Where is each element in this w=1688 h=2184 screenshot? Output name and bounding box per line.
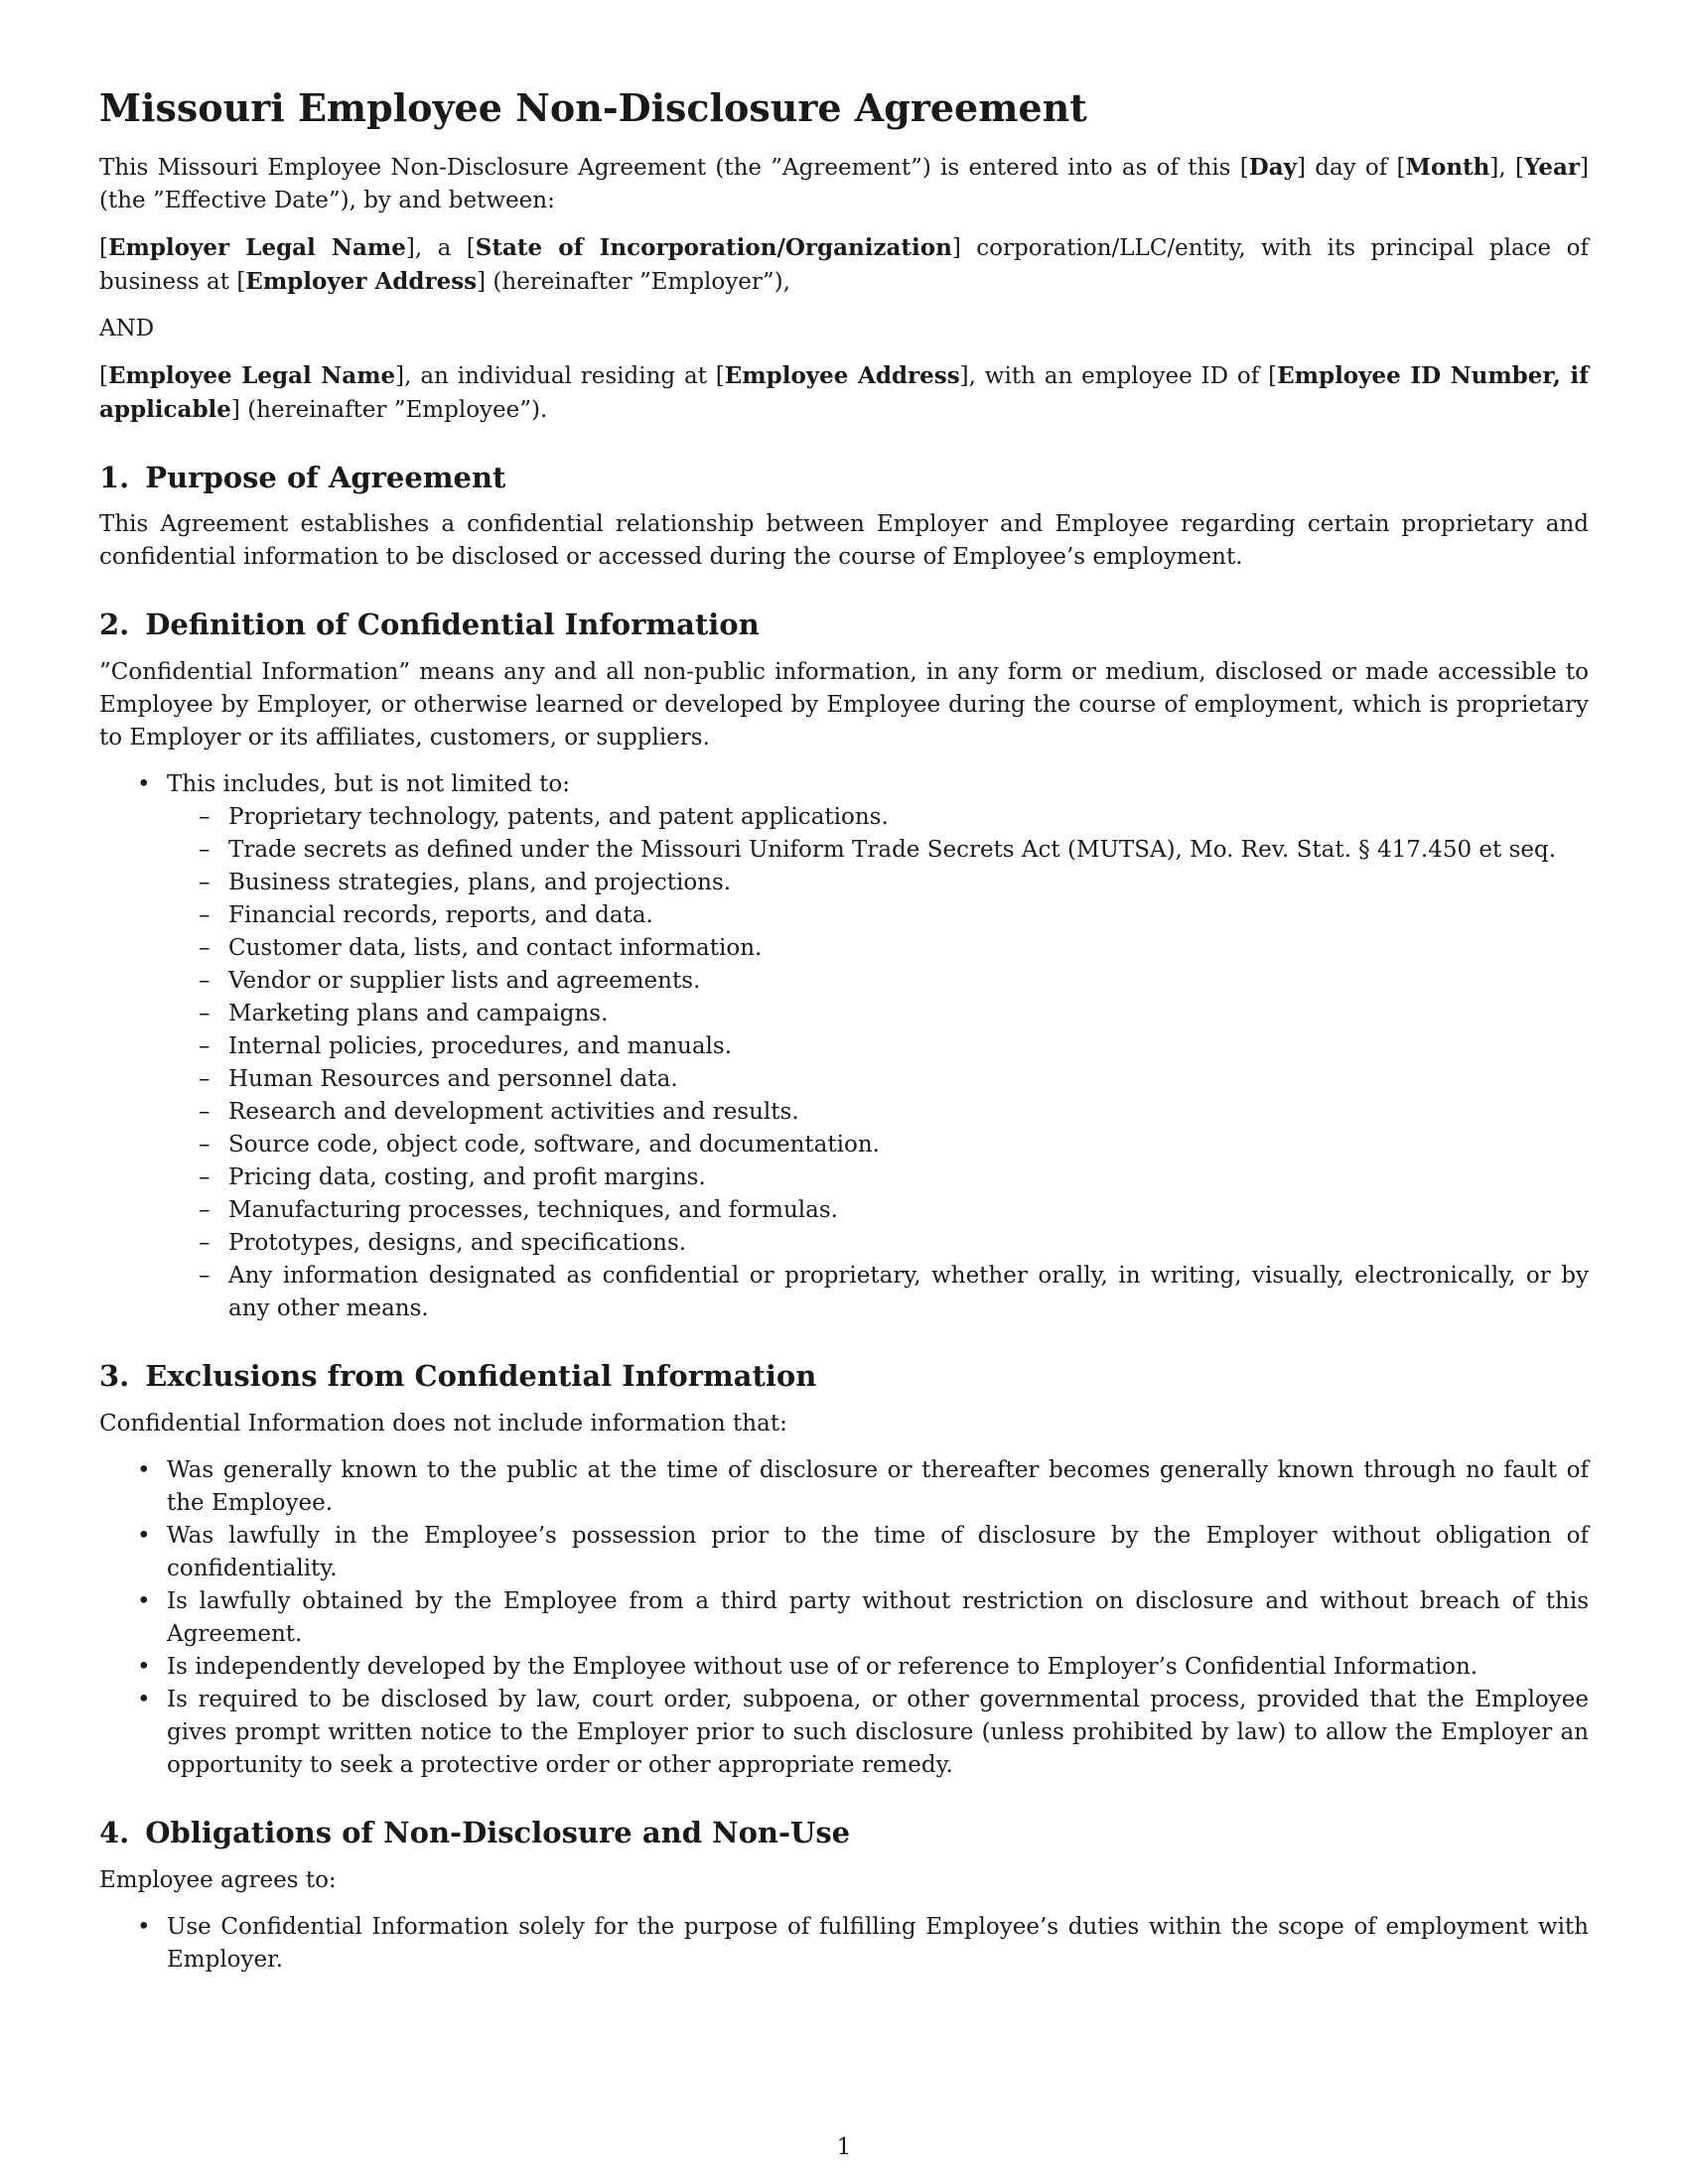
section-3-body: Confidential Information does not include information that: <box>99 1410 787 1436</box>
employer-paragraph: [Employer Legal Name], a [State of Incorporation/Organization] corporation/LLC/entity, with its principal place of business at [Employer Address] (hereinafter ”Employer”), <box>99 233 1589 295</box>
section-4-list <box>99 1911 1589 1977</box>
sublist-item: – Any information designated as confidential or proprietary, whether orally, in writing, visually, electronically, or by any other means. <box>167 1260 1589 1325</box>
list-item: • Use Confidential Information solely for the purpose of fulfilling Employee’s duties within the scope of employment with Employer. <box>99 1911 1589 1977</box>
section-3-heading: 3. Exclusions from Confidential Information <box>99 1359 817 1394</box>
day-placeholder: Day <box>1248 153 1297 181</box>
list-item: • Is lawfully obtained by the Employee from a third party without restriction on disclosure and without breach of this Agreement. <box>99 1585 1589 1651</box>
employee-address-placeholder: Employee Address <box>724 361 960 389</box>
section-2-body: ”Confidential Information” means any and all non-public information, in any form or medium, disclosed or made accessible to Employee by Employer, or otherwise learned or developed by Employee during the course of employment, which is proprietary to Employer or its affiliates, customers, or suppliers. <box>99 659 1589 751</box>
section-1-heading: 1. Purpose of Agreement <box>99 460 506 494</box>
sublist-item: – Internal policies, procedures, and manuals. <box>167 1030 1589 1063</box>
document-title: Missouri Employee Non-Disclosure Agreement <box>99 85 1087 130</box>
sublist-item: – Business strategies, plans, and projections. <box>167 867 1589 899</box>
sublist-item: – Customer data, lists, and contact information. <box>167 932 1589 965</box>
employee-id-placeholder: Employee ID Number, if applicable <box>99 361 1590 423</box>
section-1-body: This Agreement establishes a confidential relationship between Employer and Employee regarding certain proprietary and confidential information to be disclosed or accessed during the course of Employee’s employment. <box>99 511 1589 571</box>
year-placeholder: Year <box>1523 153 1581 181</box>
section-3-list <box>99 1454 1589 1782</box>
employee-name-placeholder: Employee Legal Name <box>107 361 396 389</box>
section-4-body: Employee agrees to: <box>99 1866 337 1893</box>
page-number: 1 <box>836 2134 852 2160</box>
list-item: • This includes, but is not limited to: – Proprietary technology, patents, and patent applications. – Trade secrets as defined under the Missouri Uniform Trade Secrets Act (MUTSA), Mo. Rev. Stat. § 417.450 et seq. – Business strategies, plans, and projections. – Financial records, reports, and data. – Customer data, lists, and contact information. – Vendor or supplier lists and agreements. – Marketing plans and campaigns. – Internal policies, procedures, and manuals. – Human Resources and personnel data. – Research and development activities and results. – Source code, object code, software, and documentation. – Pricing data, costing, and profit margins. – Manufacturing processes, techniques, and formulas. – Prototypes, designs, and specifications. – Any information designated as confidential or proprietary, whether orally, in writing, visually, electronically, or by any other means. <box>99 768 1589 1325</box>
intro-paragraph: This Missouri Employee Non-Disclosure Agreement (the ”Agreement”) is entered into as of this [Day] day of [Month], [Year] (the ”Effective Date”), by and between: <box>99 153 1589 213</box>
document-page <box>99 85 1589 1990</box>
sublist-item: – Financial records, reports, and data. <box>167 899 1589 932</box>
list-item: • Is required to be disclosed by law, court order, subpoena, or other governmental process, provided that the Employee gives prompt written notice to the Employer prior to such disclosure (unless prohibited by law) to allow the Employer an opportunity to seek a protective order or other appropriate remedy. <box>99 1684 1589 1782</box>
employer-address-placeholder: Employer Address <box>245 267 478 295</box>
sublist-item: – Manufacturing processes, techniques, and formulas. <box>167 1194 1589 1227</box>
sublist-item: – Source code, object code, software, and documentation. <box>167 1129 1589 1161</box>
employer-name-placeholder: Employer Legal Name <box>107 233 406 261</box>
section-2-list <box>99 768 1589 1325</box>
sublist-item: – Proprietary technology, patents, and patent applications. <box>167 801 1589 834</box>
sublist-item: – Human Resources and personnel data. <box>167 1063 1589 1096</box>
state-placeholder: State of Incorporation/Organization <box>475 233 952 261</box>
section-2-heading: 2. Definition of Confidential Information <box>99 608 760 642</box>
employee-paragraph: [Employee Legal Name], an individual residing at [Employee Address], with an employee ID of [Employee ID Number, if applicable] (hereinafter ”Employee”). <box>99 361 1590 423</box>
and-separator: AND <box>99 315 155 341</box>
sublist-item: – Prototypes, designs, and specifications. <box>167 1227 1589 1260</box>
list-item: • Is independently developed by the Employee without use of or reference to Employer’s Confidential Information. <box>99 1651 1589 1684</box>
sublist-item: – Trade secrets as defined under the Missouri Uniform Trade Secrets Act (MUTSA), Mo. Rev. Stat. § 417.450 et seq. <box>167 834 1589 867</box>
sublist-item: – Research and development activities and results. <box>167 1096 1589 1129</box>
sublist-item: – Vendor or supplier lists and agreements. <box>167 965 1589 998</box>
section-4-heading: 4. Obligations of Non-Disclosure and Non-Use <box>99 1815 851 1849</box>
sublist-item: – Pricing data, costing, and profit margins. <box>167 1161 1589 1194</box>
list-item: • Was lawfully in the Employee’s possession prior to the time of disclosure by the Employer without obligation of confidentiality. <box>99 1520 1589 1585</box>
sublist-item: – Marketing plans and campaigns. <box>167 998 1589 1030</box>
list-item: • Was generally known to the public at the time of disclosure or thereafter becomes generally known through no fault of the Employee. <box>99 1454 1589 1520</box>
month-placeholder: Month <box>1405 153 1490 181</box>
confidential-info-sublist <box>167 801 1589 1325</box>
